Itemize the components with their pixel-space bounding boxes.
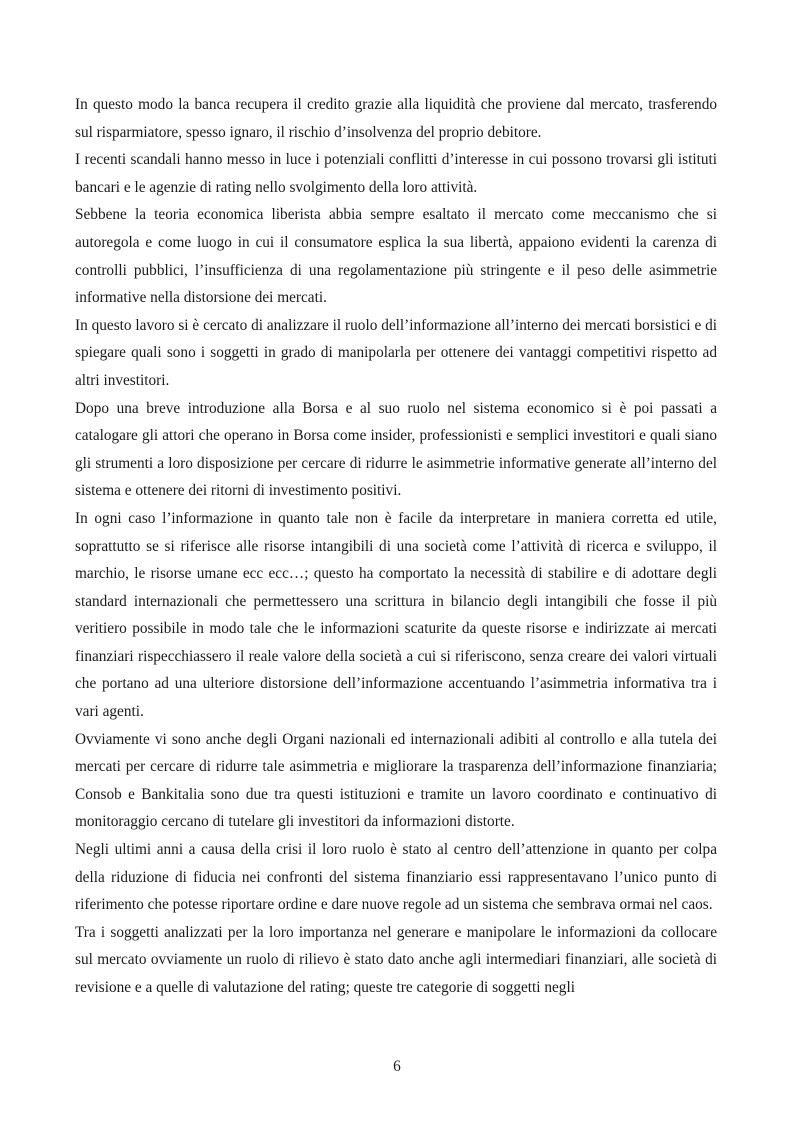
paragraph-4: In questo lavoro si è cercato di analizzare il ruolo dell’informazione all’interno dei mercati borsistici e di spiegare quali sono i soggetti in grado di manipolarla per ottenere dei vantaggi competitivi rispetto ad altri investitori. <box>75 316 717 389</box>
body-text <box>75 91 717 1002</box>
paragraph-3: Sebbene la teoria economica liberista abbia sempre esaltato il mercato come meccanismo che si autoregola e come luogo in cui il consumatore esplica la sua libertà, appaiono evidenti la carenza di controlli pubblici, l’insufficienza di una regolamentazione più stringente e il peso delle asimmetrie informative nella distorsione dei mercati. <box>75 206 717 307</box>
paragraph-5: Dopo una breve introduzione alla Borsa e al suo ruolo nel sistema economico si è poi passati a catalogare gli attori che operano in Borsa come insider, professionisti e semplici investitori e quali siano gli strumenti a loro disposizione per cercare di ridurre le asimmetrie informative generate all’interno del sistema e ottenere dei ritorni di investimento positivi. <box>75 399 717 500</box>
paragraph-8: Negli ultimi anni a causa della crisi il loro ruolo è stato al centro dell’attenzione in quanto per colpa della riduzione di fiducia nei confronti del sistema finanziario essi rappresentavano l’unico punto di riferimento che potesse riportare ordine e dare nuove regole ad un sistema che sembrava ormai nel caos. <box>75 841 717 914</box>
paragraph-2: I recenti scandali hanno messo in luce i potenziali conflitti d’interesse in cui possono trovarsi gli istituti bancari e le agenzie di rating nello svolgimento della loro attività. <box>75 151 717 196</box>
paragraph-6: In ogni caso l’informazione in quanto tale non è facile da interpretare in maniera corretta ed utile, soprattutto se si riferisce alle risorse intangibili di una società come l’attività di ricerca e sviluppo, il marchio, le risorse umane ecc ecc…; questo ha comportato la necessità di stabilire e di adottare degli standard internazionali che permettessero una scrittura in bilancio degli intangibili che fosse il più veritiero possibile in modo tale che le informazioni scaturite da queste risorse e indirizzate ai mercati finanziari rispecchiassero il reale valore della società a cui si riferiscono, senza creare dei valori virtuali che portano ad una ulteriore distorsione dell’informazione accentuando l’asimmetria informativa tra i vari agenti. <box>75 509 717 721</box>
paragraph-9: Tra i soggetti analizzati per la loro importanza nel generare e manipolare le informazioni da collocare sul mercato ovviamente un ruolo di rilievo è stato dato anche agli intermediari finanziari, alle società di revisione e a quelle di valutazione del rating; queste tre categorie di soggetti negli <box>75 923 717 996</box>
page-number: 6 <box>393 1058 401 1075</box>
paragraph-1: In questo modo la banca recupera il credito grazie alla liquidità che proviene dal mercato, trasferendo sul risparmiatore, spesso ignaro, il rischio d’insolvenza del proprio debitore. <box>75 96 717 141</box>
paragraph-7: Ovviamente vi sono anche degli Organi nazionali ed internazionali adibiti al controllo e alla tutela dei mercati per cercare di ridurre tale asimmetria e migliorare la trasparenza dell’informazione finanziaria; Consob e Bankitalia sono due tra questi istituzioni e tramite un lavoro coordinato e continuativo di monitoraggio cercano di tutelare gli investitori da informazioni distorte. <box>75 730 717 831</box>
